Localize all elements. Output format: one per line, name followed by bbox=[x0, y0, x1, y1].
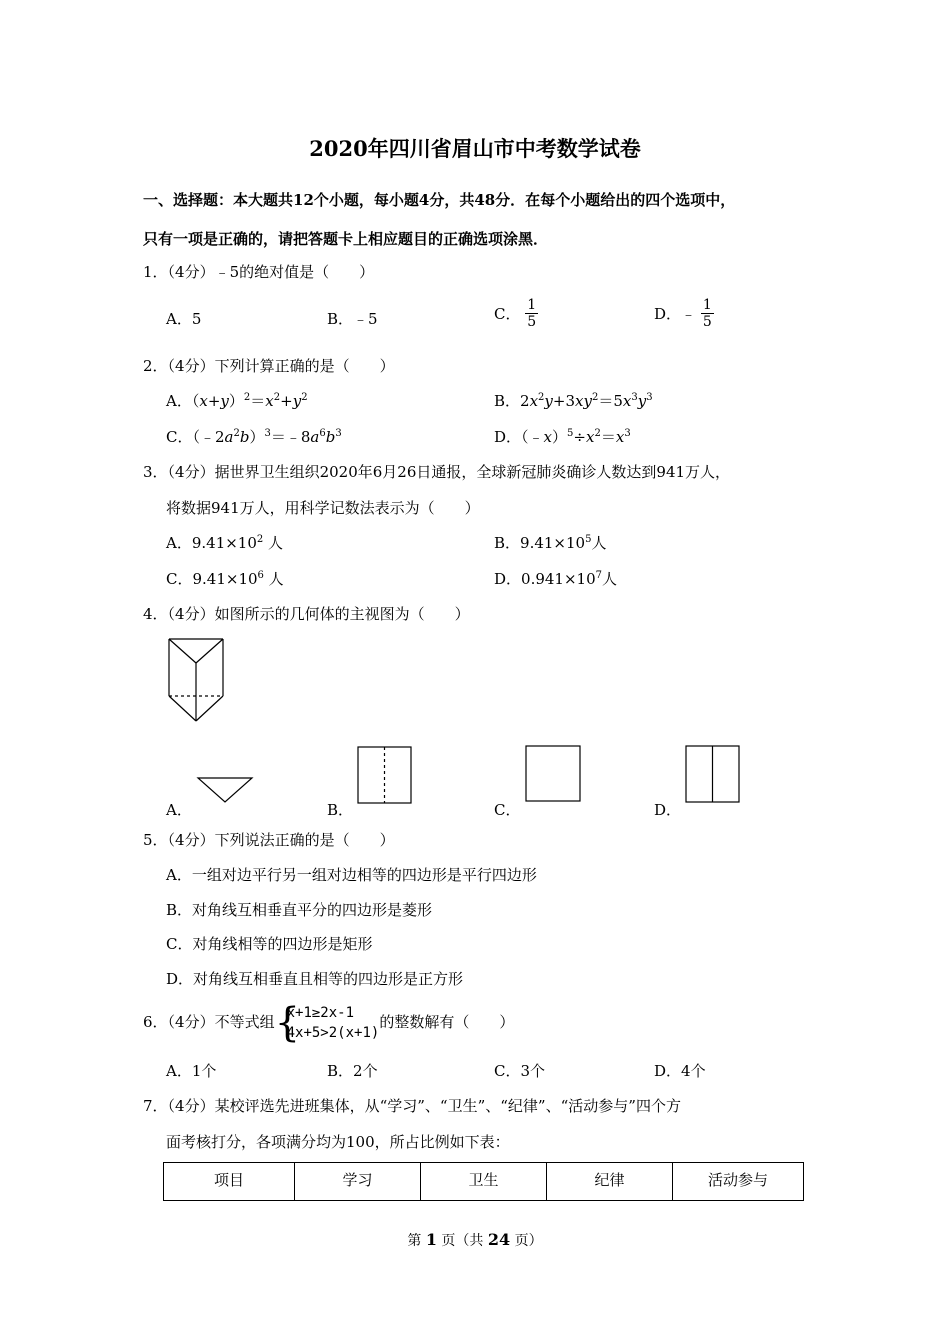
q3-b-unit: 人 bbox=[591, 534, 607, 552]
q2-option-b: B．$2x^2y+3xy^2=5x^3y^3$ bbox=[494, 392, 653, 410]
q3-d-base: D．0.941×10 bbox=[494, 570, 596, 588]
q5-option-c: C．对角线相等的四边形是矩形 bbox=[166, 935, 373, 953]
q1-option-a: A．5 bbox=[166, 310, 202, 328]
section-heading-line2: 只有一项是正确的，请把答题卡上相应题目的正确选项涂黑． bbox=[143, 230, 549, 248]
q1-option-c bbox=[494, 297, 538, 330]
table-header-cell: 纪律 bbox=[547, 1163, 673, 1201]
q1-option-d-label: D．﹣ bbox=[654, 305, 697, 323]
q4-option-c-square bbox=[525, 745, 581, 802]
q3-a-base: A．9.41×10 bbox=[166, 534, 257, 552]
q5-option-a: A．一组对边平行另一组对边相等的四边形是平行四边形 bbox=[166, 866, 537, 884]
footer-post: 页） bbox=[510, 1233, 543, 1249]
q6-inequality-2: 4x+5>2(x+1) bbox=[286, 1025, 380, 1041]
q3-b-exp: 5 bbox=[585, 534, 592, 545]
q1-d-numerator: 1 bbox=[702, 297, 712, 313]
q5-option-d: D．对角线互相垂直且相等的四边形是正方形 bbox=[166, 970, 464, 988]
q6-brace: { bbox=[274, 1000, 301, 1046]
q3-c-exp: 6 bbox=[257, 570, 264, 581]
q2-a-label: A． bbox=[166, 392, 192, 410]
table-header-cell: 活动参与 bbox=[673, 1163, 804, 1201]
q4-option-d: D． bbox=[654, 801, 682, 819]
footer-mid: 页（共 bbox=[436, 1233, 488, 1249]
q1-option-c-label: C． bbox=[494, 305, 521, 323]
q3-d-exp: 7 bbox=[595, 570, 602, 581]
q6-stem-pre: 6．（4分）不等式组 bbox=[143, 1013, 275, 1031]
q3-b-base: B．9.41×10 bbox=[494, 534, 586, 552]
q2-option-a: A．$(x+y)^2=x^2+y^2$ bbox=[166, 392, 308, 410]
q3-stem-line1: 3．（4分）据世界卫生组织2020年6月26日通报，全球新冠肺炎确诊人数达到941万人， bbox=[143, 463, 731, 481]
q6-stem-post: 的整数解有（ ） bbox=[379, 1013, 515, 1031]
q1-option-b: B．﹣5 bbox=[327, 310, 378, 328]
q4-option-a: A． bbox=[166, 801, 192, 819]
page-title: 2020年四川省眉山市中考数学试卷 bbox=[309, 136, 641, 161]
table-header-cell: 项目 bbox=[164, 1163, 295, 1201]
q3-c-base: C．9.41×10 bbox=[166, 570, 258, 588]
q2-option-c: C．$(﹣2a^2b)^3=﹣8a^6b^3$ bbox=[166, 428, 342, 446]
q6-option-c: C．3个 bbox=[494, 1062, 546, 1080]
q1-option-d-fraction bbox=[701, 297, 714, 330]
q4-option-b-rect-dashed bbox=[357, 746, 412, 804]
q6-option-d: D．4个 bbox=[654, 1062, 706, 1080]
q7-stem-line2: 面考核打分，各项满分均为100，所占比例如下表： bbox=[166, 1133, 510, 1151]
q4-prism-figure bbox=[168, 637, 226, 723]
q4-option-a-triangle bbox=[197, 777, 253, 803]
q2-stem: 2．（4分）下列计算正确的是（ ） bbox=[143, 357, 395, 375]
q1-stem: 1．（4分）﹣5的绝对值是（ ） bbox=[143, 263, 375, 281]
table-header-cell: 卫生 bbox=[421, 1163, 547, 1201]
q1-option-d bbox=[654, 297, 714, 330]
q4-stem: 4．（4分）如图所示的几何体的主视图为（ ） bbox=[143, 605, 470, 623]
q7-table bbox=[163, 1162, 804, 1201]
q3-a-exp: 2 bbox=[256, 534, 264, 545]
q4-option-b: B． bbox=[327, 801, 354, 819]
footer-total-pages: 24 bbox=[487, 1230, 511, 1249]
q2-d-label: D． bbox=[494, 428, 522, 446]
q6-inequality-1: x+1≥2x-1 bbox=[286, 1005, 355, 1021]
q3-option-d bbox=[494, 568, 617, 589]
q4-option-d-rect-solid bbox=[685, 745, 740, 803]
q3-d-unit: 人 bbox=[602, 570, 618, 588]
q7-stem-line1: 7．（4分）某校评选先进班集体，从“学习”、“卫生”、“纪律”、“活动参与”四个方 bbox=[143, 1097, 681, 1115]
q1-c-denominator: 5 bbox=[527, 314, 537, 330]
q6-option-b: B．2个 bbox=[327, 1062, 378, 1080]
section-heading-line1: 一、选择题：本大题共12个小题，每小题4分，共48分．在每个小题给出的四个选项中， bbox=[143, 191, 736, 209]
q3-c-unit: 人 bbox=[263, 570, 284, 588]
q6-inequality-system bbox=[274, 1000, 380, 1046]
q4-option-c: C． bbox=[494, 801, 521, 819]
footer-pre: 第 bbox=[407, 1233, 426, 1249]
footer-page-number: 1 bbox=[425, 1230, 437, 1249]
q3-option-b bbox=[494, 532, 606, 553]
q3-option-a bbox=[166, 532, 283, 553]
q5-stem: 5．（4分）下列说法正确的是（ ） bbox=[143, 831, 395, 849]
q3-stem-line2: 将数据941万人，用科学记数法表示为（ ） bbox=[166, 499, 480, 517]
table-row bbox=[164, 1163, 804, 1201]
q5-option-b: B．对角线互相垂直平分的四边形是菱形 bbox=[166, 901, 433, 919]
page-footer bbox=[0, 1230, 950, 1250]
q1-d-denominator: 5 bbox=[702, 314, 712, 330]
q6-stem bbox=[143, 1000, 514, 1048]
q2-b-label: B． bbox=[494, 392, 521, 410]
q3-option-c bbox=[166, 568, 284, 589]
q3-a-unit: 人 bbox=[263, 534, 284, 552]
q1-c-numerator: 1 bbox=[527, 297, 537, 313]
q6-option-a: A．1个 bbox=[166, 1062, 217, 1080]
q1-option-c-fraction bbox=[525, 297, 538, 330]
q2-option-d: D．$(﹣x)^5\div x^2=x^3$ bbox=[494, 428, 631, 446]
q2-c-label: C． bbox=[166, 428, 193, 446]
table-header-cell: 学习 bbox=[295, 1163, 421, 1201]
